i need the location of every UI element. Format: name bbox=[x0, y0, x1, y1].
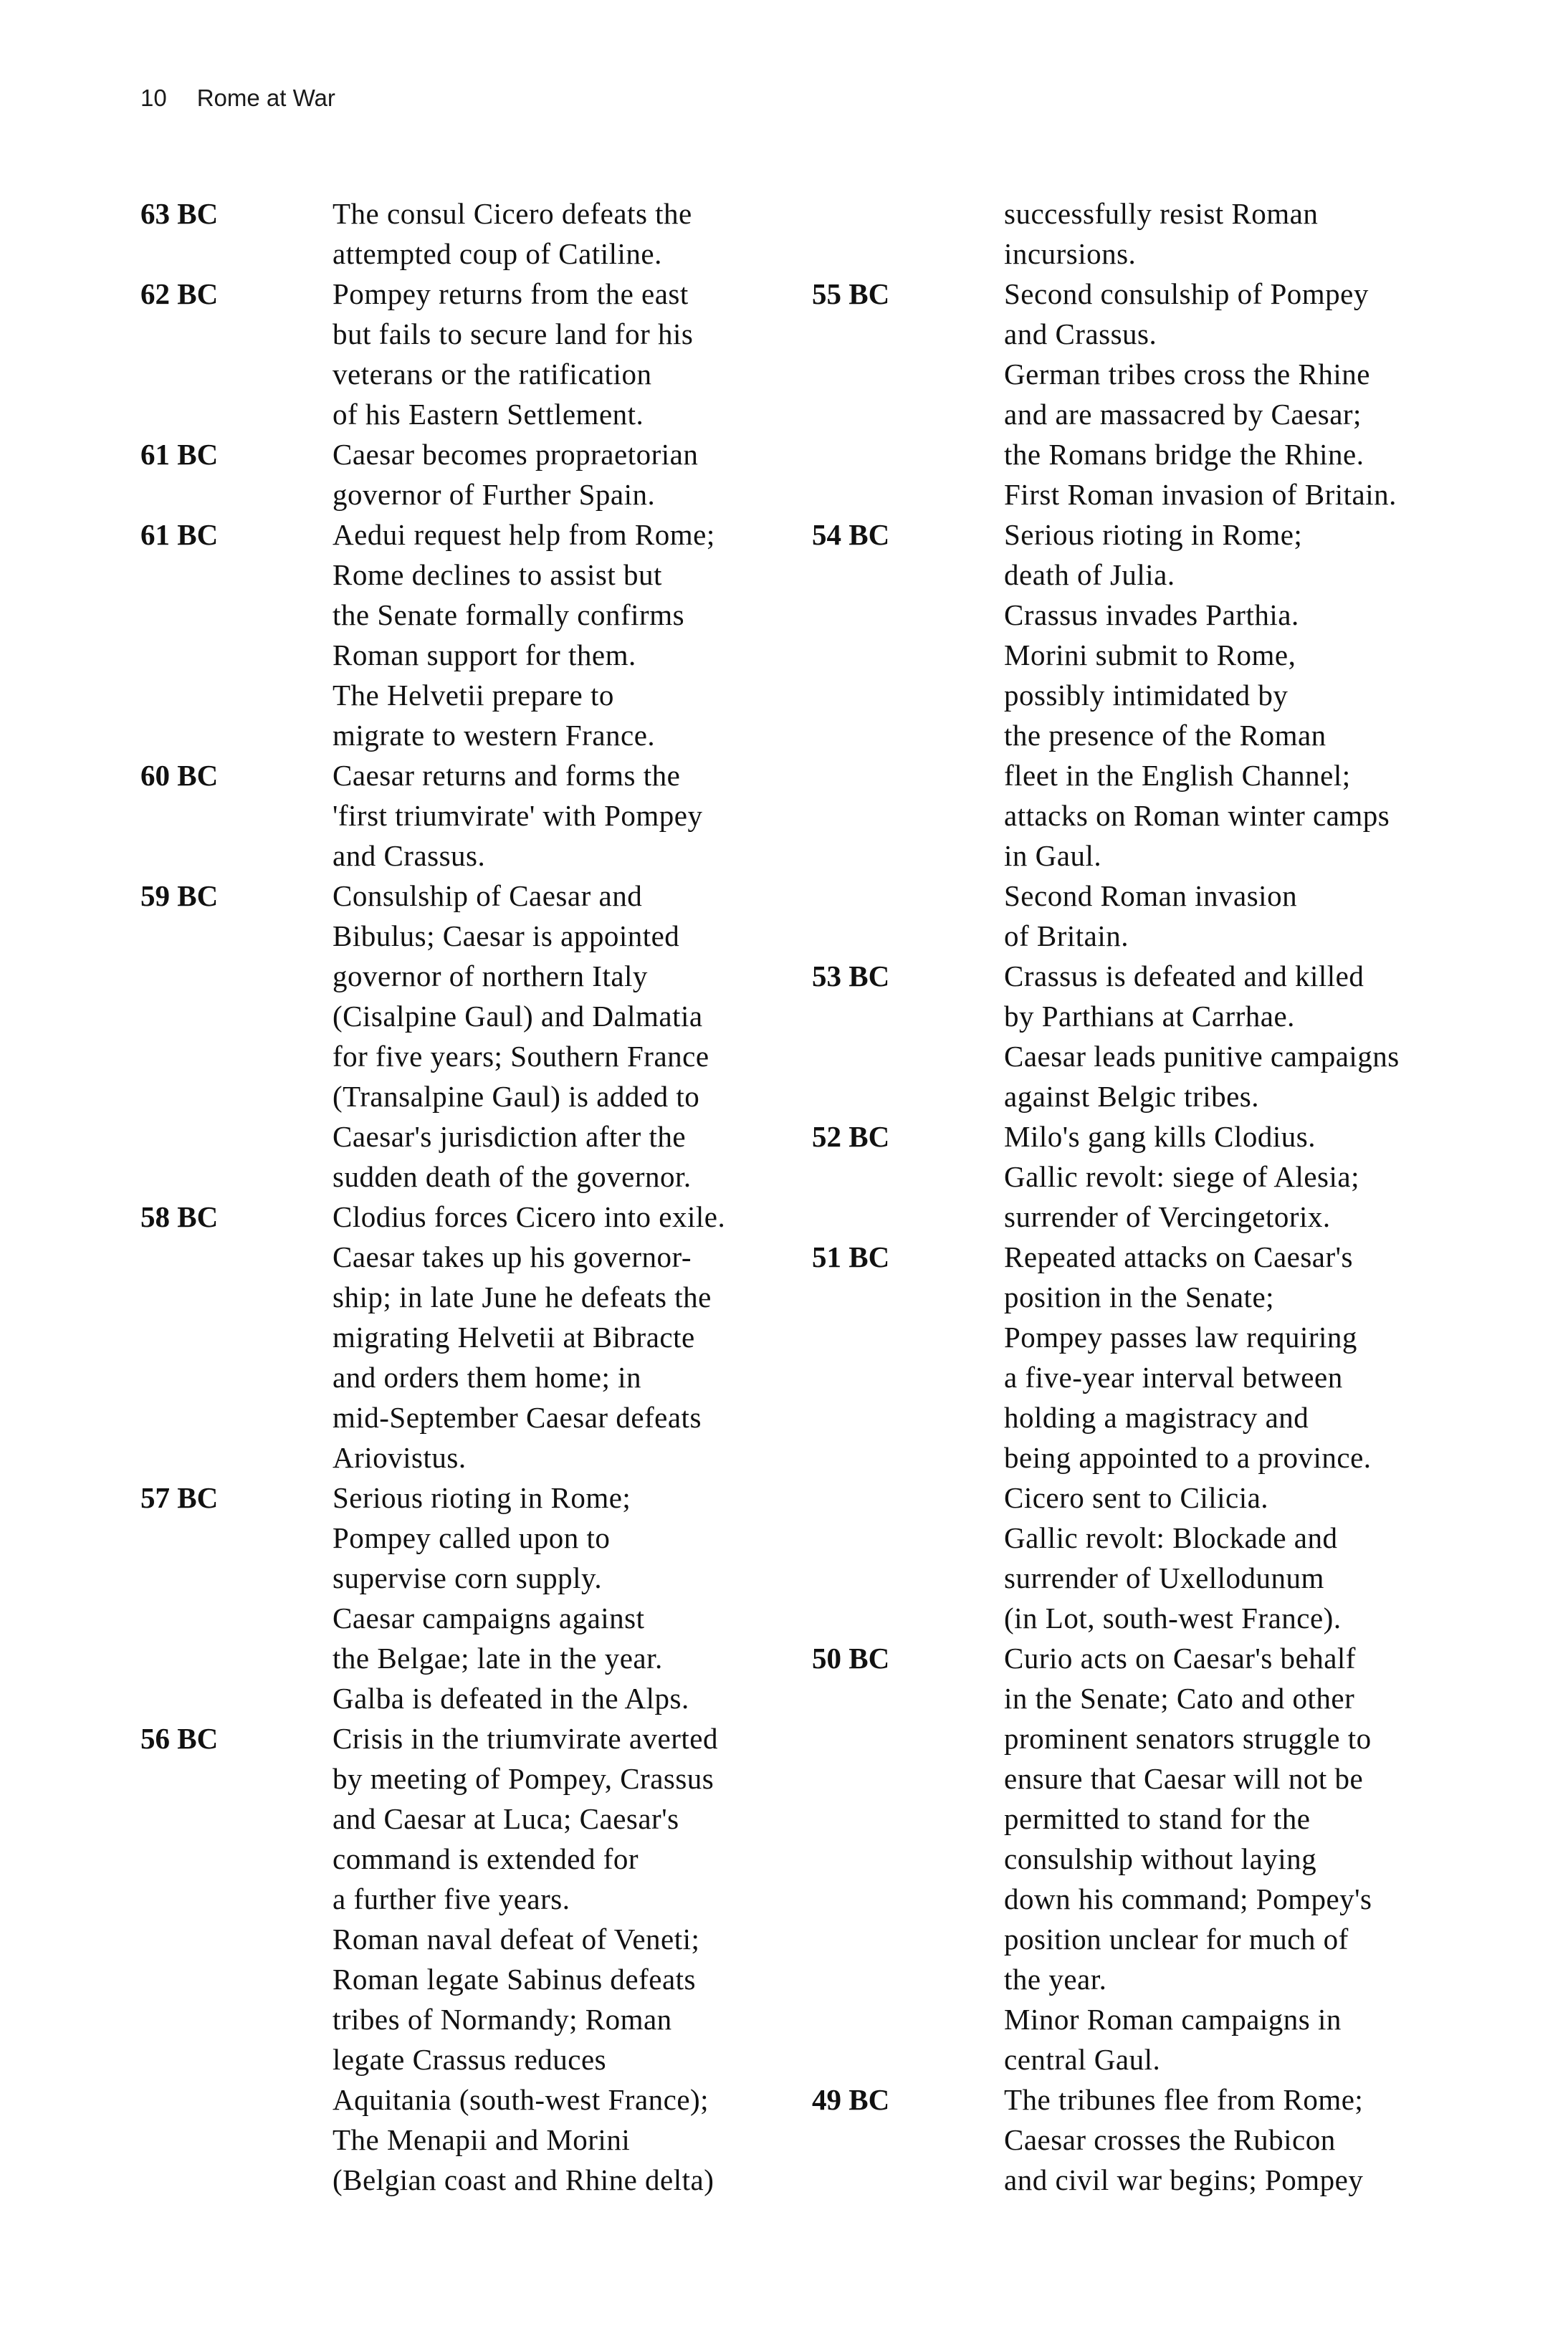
chronology-entry bbox=[140, 755, 771, 876]
chronology-entry bbox=[812, 1237, 1457, 1638]
entry-line: Gallic revolt: siege of Alesia; bbox=[1004, 1160, 1359, 1193]
entry-line: governor of Further Spain. bbox=[333, 478, 656, 511]
entry-text bbox=[812, 956, 1457, 1116]
chronology-entry bbox=[140, 193, 771, 274]
entry-line: Rome declines to assist but bbox=[333, 558, 662, 591]
chronology-entry bbox=[812, 956, 1457, 1116]
entry-line: Pompey returns from the east bbox=[333, 277, 689, 310]
entry-line: veterans or the ratification bbox=[333, 358, 652, 391]
entry-line: and civil war begins; Pompey bbox=[1004, 2163, 1364, 2196]
entry-line: governor of northern Italy bbox=[333, 959, 648, 992]
entry-line: incursions. bbox=[1004, 237, 1137, 270]
entry-line: Bibulus; Caesar is appointed bbox=[333, 919, 680, 952]
entry-line: Galba is defeated in the Alps. bbox=[333, 1682, 689, 1715]
entry-year: 53 BC bbox=[812, 959, 890, 992]
entry-line: Crassus invades Parthia. bbox=[1004, 598, 1299, 631]
entry-line: Caesar becomes propraetorian bbox=[333, 438, 699, 471]
entry-line: The Helvetii prepare to bbox=[333, 679, 614, 712]
entry-line: against Belgic tribes. bbox=[1004, 1080, 1259, 1113]
entry-line: being appointed to a province. bbox=[1004, 1441, 1372, 1474]
entry-text bbox=[812, 1237, 1457, 1638]
entry-line: Gallic revolt: Blockade and bbox=[1004, 1521, 1338, 1554]
entry-line: Second consulship of Pompey bbox=[1004, 277, 1369, 310]
entry-line: The tribunes flee from Rome; bbox=[1004, 2083, 1364, 2116]
chronology-entry bbox=[140, 434, 771, 515]
entry-line: Morini submit to Rome, bbox=[1004, 638, 1296, 671]
entry-line: Roman naval defeat of Veneti; bbox=[333, 1923, 700, 1956]
entry-year: 59 BC bbox=[140, 879, 219, 912]
chronology-entry bbox=[812, 274, 1457, 515]
entry-line: migrate to western France. bbox=[333, 719, 656, 752]
entry-line: Serious rioting in Rome; bbox=[333, 1481, 631, 1514]
entry-line: Caesar leads punitive campaigns bbox=[1004, 1040, 1400, 1073]
chronology-entry bbox=[140, 1197, 771, 1478]
entry-line: possibly intimidated by bbox=[1004, 679, 1289, 712]
entry-line: 'first triumvirate' with Pompey bbox=[333, 799, 703, 832]
entry-line: in Gaul. bbox=[1004, 839, 1102, 872]
entry-line: Serious rioting in Rome; bbox=[1004, 518, 1303, 551]
entry-line: successfully resist Roman bbox=[1004, 197, 1319, 230]
entry-line: permitted to stand for the bbox=[1004, 1802, 1311, 1835]
entry-year: 50 BC bbox=[812, 1642, 890, 1675]
entry-line: Caesar crosses the Rubicon bbox=[1004, 2123, 1336, 2156]
entry-line: the Senate formally confirms bbox=[333, 598, 685, 631]
entry-text bbox=[140, 274, 771, 434]
entry-line: prominent senators struggle to bbox=[1004, 1722, 1372, 1755]
entry-line: Caesar returns and forms the bbox=[333, 759, 681, 792]
chronology-left-column bbox=[140, 193, 771, 2200]
entry-line: Pompey passes law requiring bbox=[1004, 1321, 1357, 1354]
entry-line: for five years; Southern France bbox=[333, 1040, 709, 1073]
entry-line: consulship without laying bbox=[1004, 1842, 1317, 1875]
entry-line: position in the Senate; bbox=[1004, 1281, 1275, 1313]
entry-text bbox=[140, 1478, 771, 1718]
page-number: 10 bbox=[140, 85, 167, 111]
entry-year: 55 BC bbox=[812, 277, 890, 310]
entry-line: attempted coup of Catiline. bbox=[333, 237, 662, 270]
entry-line: Cicero sent to Cilicia. bbox=[1004, 1481, 1269, 1514]
entry-line: of his Eastern Settlement. bbox=[333, 398, 644, 431]
entry-line: tribes of Normandy; Roman bbox=[333, 2003, 672, 2036]
entry-year: 51 BC bbox=[812, 1240, 890, 1273]
chronology-entry bbox=[140, 876, 771, 1197]
entry-line: German tribes cross the Rhine bbox=[1004, 358, 1370, 391]
chronology-entry bbox=[140, 274, 771, 434]
entry-line: surrender of Uxellodunum bbox=[1004, 1561, 1324, 1594]
chronology-entry bbox=[140, 1718, 771, 2200]
entry-line: migrating Helvetii at Bibracte bbox=[333, 1321, 695, 1354]
entry-line: Milo's gang kills Clodius. bbox=[1004, 1120, 1316, 1153]
entry-text bbox=[140, 1718, 771, 2200]
entry-line: legate Crassus reduces bbox=[333, 2043, 607, 2076]
chronology-entry bbox=[812, 515, 1457, 956]
entry-year: 52 BC bbox=[812, 1120, 890, 1153]
entry-line: Curio acts on Caesar's behalf bbox=[1004, 1642, 1356, 1675]
entry-line: a five-year interval between bbox=[1004, 1361, 1343, 1394]
entry-line: by meeting of Pompey, Crassus bbox=[333, 1762, 714, 1795]
entry-text bbox=[812, 193, 1457, 274]
entry-text bbox=[140, 1197, 771, 1478]
entry-line: Pompey called upon to bbox=[333, 1521, 611, 1554]
chronology-entry bbox=[812, 2079, 1457, 2200]
entry-line: in the Senate; Cato and other bbox=[1004, 1682, 1355, 1715]
entry-line: The consul Cicero defeats the bbox=[333, 197, 692, 230]
entry-line: Roman legate Sabinus defeats bbox=[333, 1963, 697, 1996]
entry-year: 61 BC bbox=[140, 518, 219, 551]
entry-line: and Crassus. bbox=[333, 839, 486, 872]
chronology-entry bbox=[140, 515, 771, 755]
entry-text bbox=[140, 876, 771, 1197]
entry-line: (Transalpine Gaul) is added to bbox=[333, 1080, 700, 1113]
chronology-entry bbox=[812, 193, 1457, 274]
entry-year: 61 BC bbox=[140, 438, 219, 471]
entry-line: holding a magistracy and bbox=[1004, 1401, 1309, 1434]
running-head bbox=[140, 85, 335, 112]
entry-year: 62 BC bbox=[140, 277, 219, 310]
entry-line: Crassus is defeated and killed bbox=[1004, 959, 1364, 992]
entry-line: Caesar's jurisdiction after the bbox=[333, 1120, 687, 1153]
entry-line: and Caesar at Luca; Caesar's bbox=[333, 1802, 679, 1835]
entry-line: command is extended for bbox=[333, 1842, 639, 1875]
entry-line: the presence of the Roman bbox=[1004, 719, 1326, 752]
entry-line: position unclear for much of bbox=[1004, 1923, 1349, 1956]
entry-line: the year. bbox=[1004, 1963, 1107, 1996]
entry-line: The Menapii and Morini bbox=[333, 2123, 631, 2156]
entry-line: Aedui request help from Rome; bbox=[333, 518, 715, 551]
entry-year: 63 BC bbox=[140, 197, 219, 230]
entry-year: 60 BC bbox=[140, 759, 219, 792]
entry-line: and orders them home; in bbox=[333, 1361, 642, 1394]
entry-line: supervise corn supply. bbox=[333, 1561, 603, 1594]
entry-line: and Crassus. bbox=[1004, 317, 1157, 350]
entry-year: 57 BC bbox=[140, 1481, 219, 1514]
entry-line: Ariovistus. bbox=[333, 1441, 467, 1474]
entry-line: (Cisalpine Gaul) and Dalmatia bbox=[333, 1000, 703, 1033]
entry-line: Minor Roman campaigns in bbox=[1004, 2003, 1342, 2036]
entry-line: down his command; Pompey's bbox=[1004, 1882, 1372, 1915]
entry-line: Roman support for them. bbox=[333, 638, 636, 671]
chronology-right-column bbox=[812, 193, 1457, 2200]
entry-year: 54 BC bbox=[812, 518, 890, 551]
chronology-entry bbox=[812, 1638, 1457, 2079]
entry-text bbox=[140, 193, 771, 274]
entry-line: by Parthians at Carrhae. bbox=[1004, 1000, 1295, 1033]
entry-year: 56 BC bbox=[140, 1722, 219, 1755]
entry-text bbox=[140, 434, 771, 515]
entry-line: Repeated attacks on Caesar's bbox=[1004, 1240, 1354, 1273]
entry-text bbox=[812, 1638, 1457, 2079]
chronology-entry bbox=[140, 1478, 771, 1718]
entry-line: (in Lot, south-west France). bbox=[1004, 1602, 1342, 1635]
entry-line: Caesar campaigns against bbox=[333, 1602, 645, 1635]
entry-text bbox=[812, 1116, 1457, 1237]
entry-line: and are massacred by Caesar; bbox=[1004, 398, 1362, 431]
entry-line: surrender of Vercingetorix. bbox=[1004, 1200, 1331, 1233]
entry-line: fleet in the English Channel; bbox=[1004, 759, 1351, 792]
entry-line: death of Julia. bbox=[1004, 558, 1175, 591]
entry-line: of Britain. bbox=[1004, 919, 1129, 952]
entry-year: 58 BC bbox=[140, 1200, 219, 1233]
entry-line: (Belgian coast and Rhine delta) bbox=[333, 2163, 714, 2196]
entry-line: Caesar takes up his governor- bbox=[333, 1240, 692, 1273]
entry-line: central Gaul. bbox=[1004, 2043, 1161, 2076]
entry-line: mid-September Caesar defeats bbox=[333, 1401, 702, 1434]
entry-text bbox=[140, 515, 771, 755]
entry-line: a further five years. bbox=[333, 1882, 570, 1915]
chronology-entry bbox=[812, 1116, 1457, 1237]
entry-line: sudden death of the governor. bbox=[333, 1160, 692, 1193]
entry-text bbox=[140, 755, 771, 876]
entry-text bbox=[812, 2079, 1457, 2200]
entry-line: but fails to secure land for his bbox=[333, 317, 694, 350]
entry-line: ship; in late June he defeats the bbox=[333, 1281, 712, 1313]
entry-line: Second Roman invasion bbox=[1004, 879, 1298, 912]
entry-line: ensure that Caesar will not be bbox=[1004, 1762, 1364, 1795]
entry-line: Consulship of Caesar and bbox=[333, 879, 643, 912]
entry-text bbox=[812, 515, 1457, 956]
running-title: Rome at War bbox=[196, 85, 335, 111]
entry-line: Crisis in the triumvirate averted bbox=[333, 1722, 718, 1755]
entry-line: attacks on Roman winter camps bbox=[1004, 799, 1390, 832]
entry-text bbox=[812, 274, 1457, 515]
entry-year: 49 BC bbox=[812, 2083, 890, 2116]
entry-line: the Romans bridge the Rhine. bbox=[1004, 438, 1364, 471]
entry-line: Clodius forces Cicero into exile. bbox=[333, 1200, 726, 1233]
entry-line: the Belgae; late in the year. bbox=[333, 1642, 663, 1675]
entry-line: Aquitania (south-west France); bbox=[333, 2083, 709, 2116]
entry-line: First Roman invasion of Britain. bbox=[1004, 478, 1397, 511]
